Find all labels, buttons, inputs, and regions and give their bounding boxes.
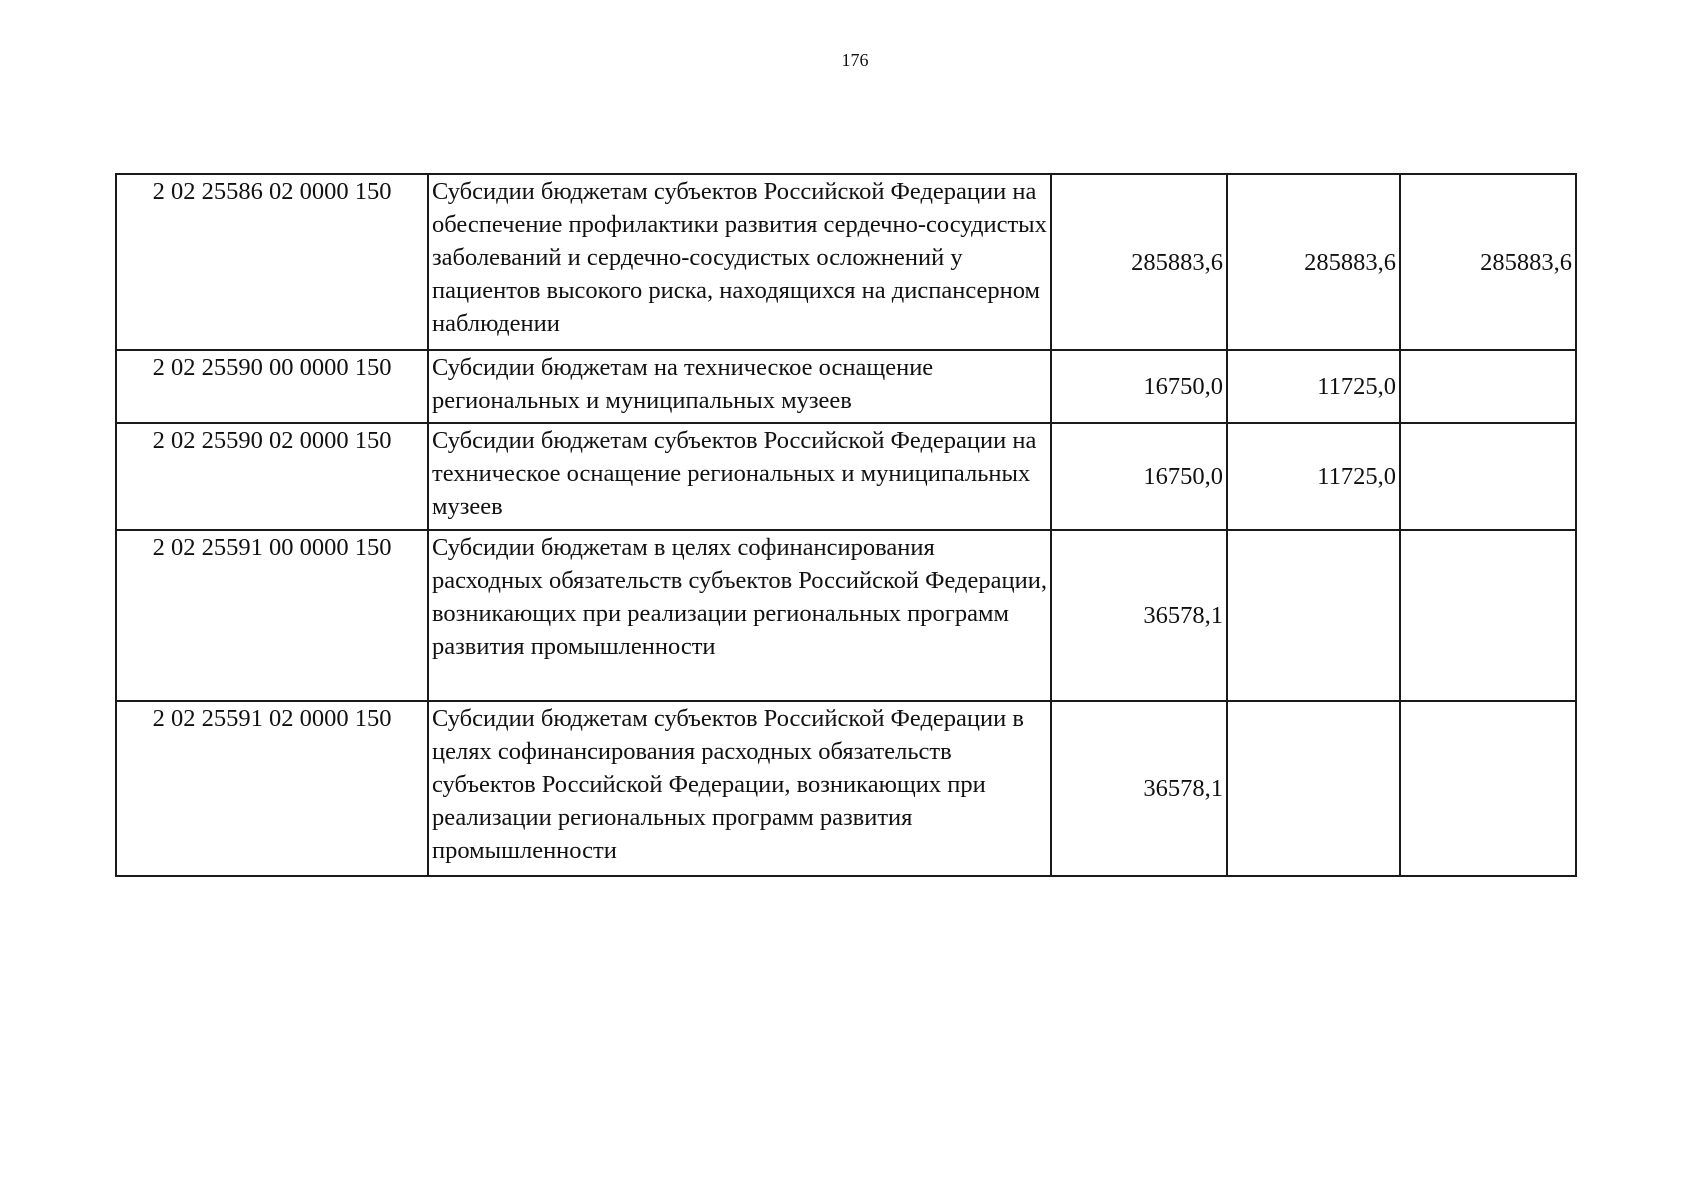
amount-cell-3: [1400, 530, 1576, 701]
amount-cell-2: [1227, 701, 1400, 876]
amount-cell-3: [1400, 350, 1576, 423]
table-row: [116, 350, 1576, 423]
table-row: [116, 423, 1576, 530]
description-cell: Субсидии бюджетам субъектов Российской Федерации на техническое оснащение региональных и муниципальных музеев: [428, 423, 1051, 530]
amount-cell-1: 36578,1: [1051, 530, 1227, 701]
amount-cell-3: 285883,6: [1400, 174, 1576, 350]
amount-cell-1: 285883,6: [1051, 174, 1227, 350]
amount-cell-1: 36578,1: [1051, 701, 1227, 876]
table-row: [116, 530, 1576, 701]
budget-code-cell: 2 02 25586 02 0000 150: [116, 174, 428, 350]
table-row: [116, 174, 1576, 350]
budget-code-cell: 2 02 25590 00 0000 150: [116, 350, 428, 423]
amount-cell-2: 285883,6: [1227, 174, 1400, 350]
amount-cell-2: 11725,0: [1227, 423, 1400, 530]
amount-cell-1: 16750,0: [1051, 350, 1227, 423]
amount-cell-3: [1400, 701, 1576, 876]
description-cell: Субсидии бюджетам субъектов Российской Федерации на обеспечение профилактики развития сердечно-сосудистых заболеваний и сердечно-сосудистых осложнений у пациентов высокого риска, находящихся на диспансерном наблюдении: [428, 174, 1051, 350]
description-cell: Субсидии бюджетам на техническое оснащение региональных и муниципальных музеев: [428, 350, 1051, 423]
budget-code-cell: 2 02 25590 02 0000 150: [116, 423, 428, 530]
description-cell: Субсидии бюджетам субъектов Российской Федерации в целях софинансирования расходных обязательств субъектов Российской Федерации, возникающих при реализации региональных программ развития промышленности: [428, 701, 1051, 876]
budget-code-cell: 2 02 25591 02 0000 150: [116, 701, 428, 876]
page-number: 176: [841, 50, 869, 70]
budget-code-cell: 2 02 25591 00 0000 150: [116, 530, 428, 701]
description-cell: Субсидии бюджетам в целях софинансирования расходных обязательств субъектов Российской Федерации, возникающих при реализации региональных программ развития промышленности: [428, 530, 1051, 701]
amount-cell-3: [1400, 423, 1576, 530]
amount-cell-2: 11725,0: [1227, 350, 1400, 423]
amount-cell-2: [1227, 530, 1400, 701]
budget-table: [115, 173, 1577, 877]
amount-cell-1: 16750,0: [1051, 423, 1227, 530]
table-row: [116, 701, 1576, 876]
